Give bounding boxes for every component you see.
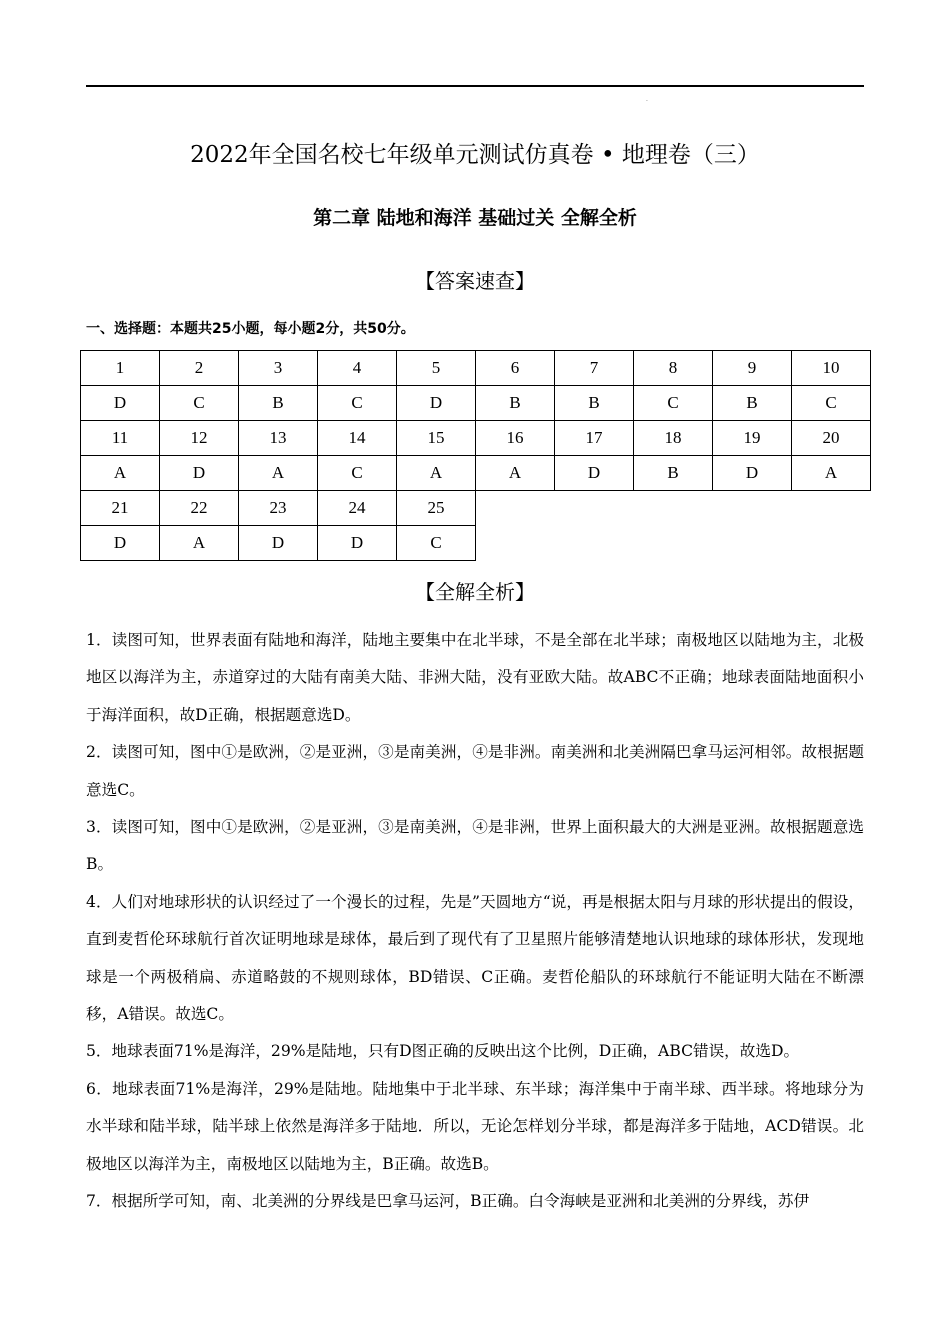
question-number-row (81, 351, 871, 386)
question-number-cell: 24 (318, 491, 397, 526)
answer-cell: D (81, 526, 160, 561)
question-number-cell: 4 (318, 351, 397, 386)
empty-cell (792, 526, 871, 561)
answer-cell: C (160, 386, 239, 421)
question-number-row (81, 421, 871, 456)
question-number-cell: 23 (239, 491, 318, 526)
analysis-paragraph: 2．读图可知，图中①是欧洲，②是亚洲，③是南美洲，④是非洲。南美洲和北美洲隔巴拿马运河相邻。故根据题意选C。 (86, 743, 864, 799)
answer-cell: D (713, 456, 792, 491)
answer-cell: B (476, 386, 555, 421)
analysis-paragraph: 6．地球表面71%是海洋，29%是陆地。陆地集中于北半球、东半球；海洋集中于南半球、西半球。将地球分为水半球和陆半球，陆半球上依然是海洋多于陆地．所以，无论怎样划分半球，都是海洋多于陆地，ACD错误。北极地区以海洋为主，南极地区以陆地为主，B正确。故选B。 (86, 1079, 864, 1173)
question-number-cell: 1 (81, 351, 160, 386)
empty-cell (634, 526, 713, 561)
answer-cell: D (239, 526, 318, 561)
answer-cell: A (160, 526, 239, 561)
answer-table (80, 350, 871, 561)
answer-cell: A (81, 456, 160, 491)
empty-cell (476, 526, 555, 561)
empty-cell (713, 526, 792, 561)
analysis-paragraph: 1．读图可知，世界表面有陆地和海洋，陆地主要集中在北半球，不是全部在北半球；南极地区以陆地为主，北极地区以海洋为主，赤道穿过的大陆有南美大陆、非洲大陆，没有亚欧大陆。故ABC不正确；地球表面陆地面积小于海洋面积，故D正确，根据题意选D。 (86, 631, 864, 724)
question-number-cell: 14 (318, 421, 397, 456)
answer-cell: D (81, 386, 160, 421)
answer-cell: D (160, 456, 239, 491)
question-intro: 一、选择题：本题共25小题，每小题2分，共50分。 (86, 321, 415, 337)
answer-cell: A (476, 456, 555, 491)
answer-cell: B (555, 386, 634, 421)
question-number-cell: 6 (476, 351, 555, 386)
answer-cell: A (239, 456, 318, 491)
question-number-cell: 9 (713, 351, 792, 386)
answer-cell: D (318, 526, 397, 561)
question-number-cell: 10 (792, 351, 871, 386)
analysis-heading: 【全解全析】 (415, 580, 535, 604)
question-number-cell: 8 (634, 351, 713, 386)
question-number-cell: 19 (713, 421, 792, 456)
answer-row (81, 386, 871, 421)
answer-cell: D (555, 456, 634, 491)
analysis-paragraph: 5．地球表面71%是海洋，29%是陆地，只有D图正确的反映出这个比例，D正确，ABC错误，故选D。 (86, 1042, 800, 1061)
empty-cell (555, 526, 634, 561)
question-number-row (81, 491, 871, 526)
question-number-cell: 22 (160, 491, 239, 526)
answer-cell: B (239, 386, 318, 421)
question-number-cell: 25 (397, 491, 476, 526)
question-number-cell: 21 (81, 491, 160, 526)
analysis-paragraph: 7．根据所学可知，南、北美洲的分界线是巴拿马运河，B正确。白令海峡是亚洲和北美洲的分界线，苏伊 (86, 1192, 810, 1211)
empty-cell (555, 491, 634, 526)
empty-cell (634, 491, 713, 526)
analysis-body (86, 622, 864, 1221)
answer-row (81, 526, 871, 561)
question-number-cell: 7 (555, 351, 634, 386)
answer-cell: C (397, 526, 476, 561)
analysis-paragraph: 3．读图可知，图中①是欧洲，②是亚洲，③是南美洲，④是非洲，世界上面积最大的大洲是亚洲。故根据题意选B。 (86, 818, 864, 874)
answer-cell: B (713, 386, 792, 421)
question-number-cell: 17 (555, 421, 634, 456)
answer-cell: C (318, 456, 397, 491)
answer-cell: C (634, 386, 713, 421)
question-number-cell: 13 (239, 421, 318, 456)
question-number-cell: 5 (397, 351, 476, 386)
answer-row (81, 456, 871, 491)
question-number-cell: 16 (476, 421, 555, 456)
empty-cell (476, 491, 555, 526)
question-number-cell: 3 (239, 351, 318, 386)
answer-cell: C (792, 386, 871, 421)
analysis-paragraph: 4．人们对地球形状的认识经过了一个漫长的过程，先是”天圆地方“说，再是根据太阳与月球的形状提出的假设，直到麦哲伦环球航行首次证明地球是球体，最后到了现代有了卫星照片能够清楚地认识地球的球体形状，发现地球是一个两极稍扁、赤道略鼓的不规则球体，BD错误、C正确。麦哲伦船队的环球航行不能证明大陆在不断漂移，A错误。故选C。 (86, 892, 864, 1024)
empty-cell (792, 491, 871, 526)
question-number-cell: 12 (160, 421, 239, 456)
answer-cell: D (397, 386, 476, 421)
question-number-cell: 15 (397, 421, 476, 456)
answer-cell: C (318, 386, 397, 421)
answer-heading: 【答案速查】 (415, 269, 535, 293)
page-title: 2022年全国名校七年级单元测试仿真卷 • 地理卷（三） (190, 142, 760, 168)
question-number-cell: 18 (634, 421, 713, 456)
answer-cell: B (634, 456, 713, 491)
header-dot: . (646, 96, 648, 103)
empty-cell (713, 491, 792, 526)
header-rule (86, 85, 864, 87)
question-number-cell: 20 (792, 421, 871, 456)
answer-cell: A (397, 456, 476, 491)
page-subtitle: 第二章 陆地和海洋 基础过关 全解全析 (313, 207, 637, 229)
question-number-cell: 2 (160, 351, 239, 386)
question-number-cell: 11 (81, 421, 160, 456)
answer-cell: A (792, 456, 871, 491)
